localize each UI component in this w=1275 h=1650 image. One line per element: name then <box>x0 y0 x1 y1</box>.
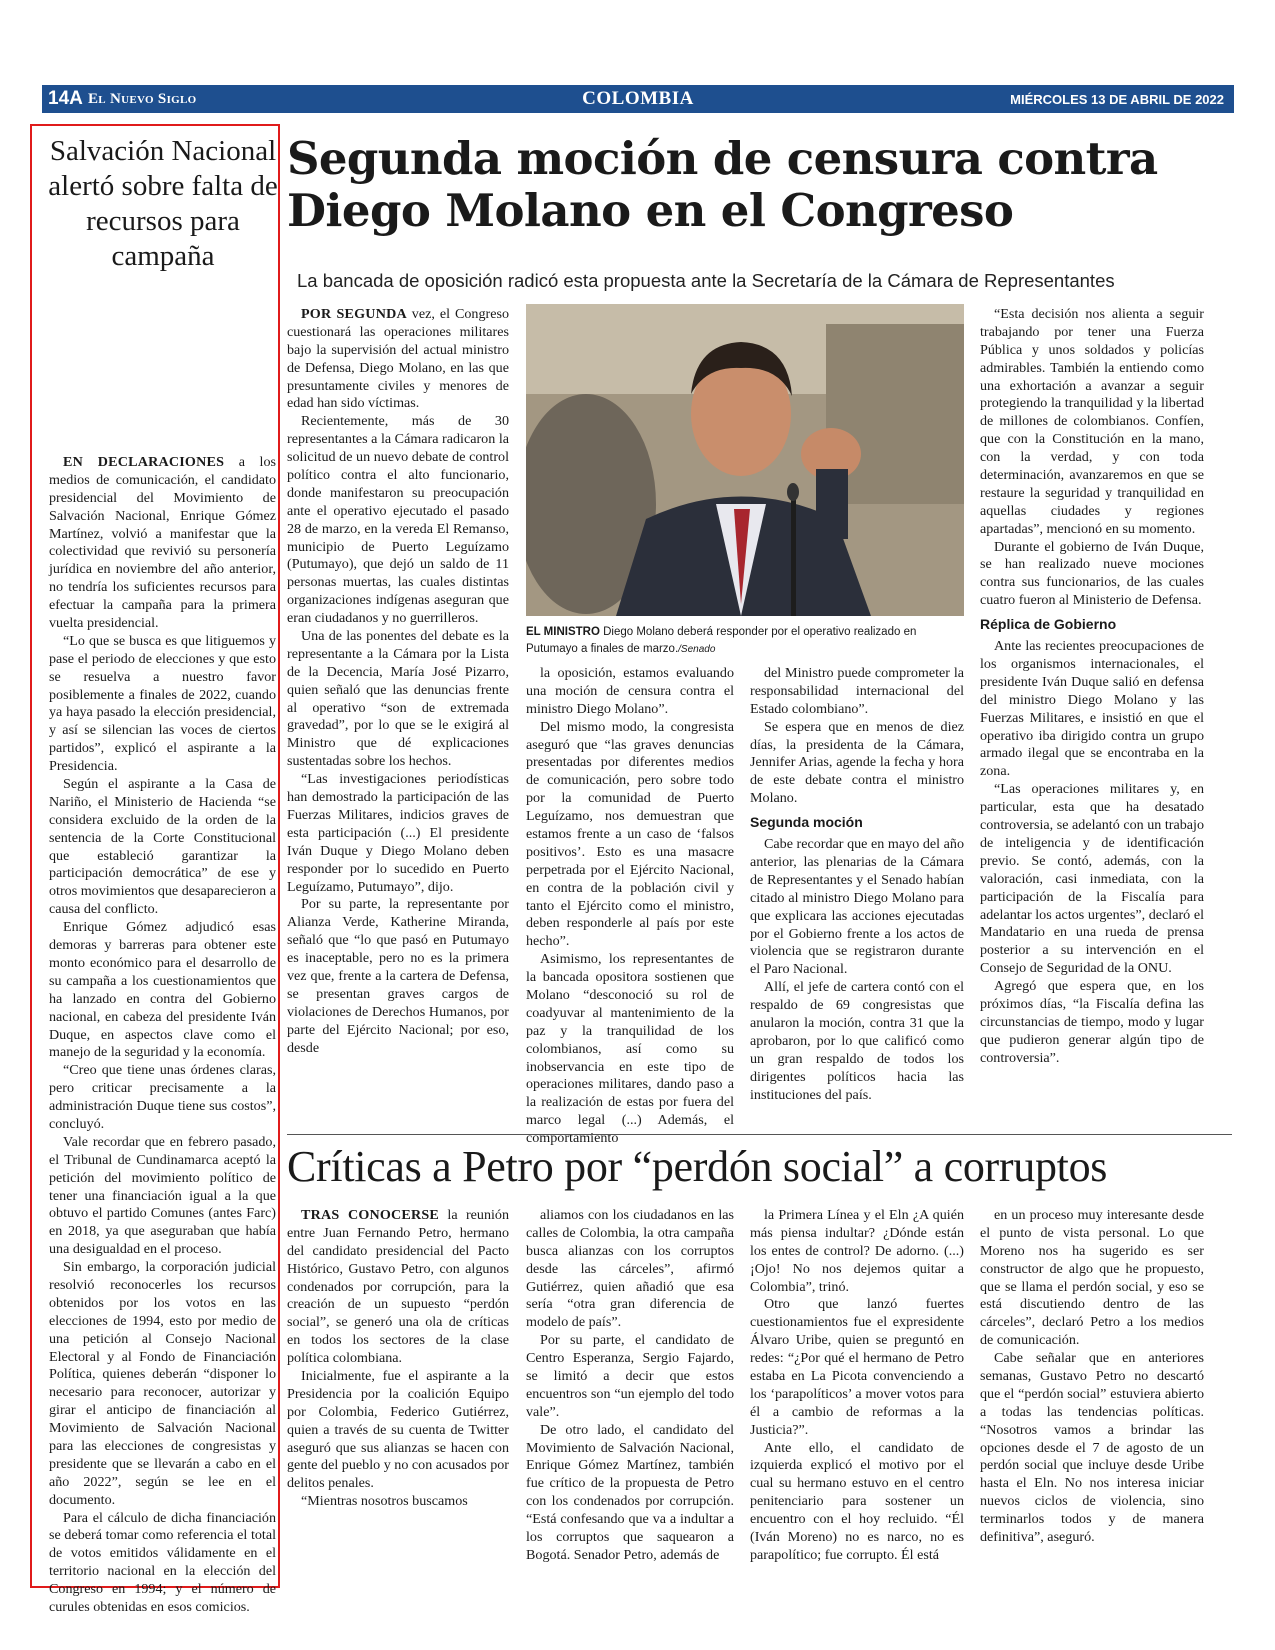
paragraph: Por su parte, la representante por Alianza Verde, Katherine Miranda, señaló que “lo que pasó en Putumayo es inaceptable, pero no es la primera vez que, frente a la cartera de Defensa, se presentan graves cargos de violaciones de Derechos Humanos, por parte del Ejército Nacional; por eso, desde <box>287 896 509 1056</box>
paragraph: “Mientras nosotros buscamos <box>301 1493 468 1510</box>
caption-lead: EL MINISTRO <box>526 626 600 638</box>
paragraph: Ante ello, el candidato de izquierda explicó el motivo por el cual su hermano estuvo en el centro penitenciario para sostener un encuentro con el hoy recluido. “Él (Iván Moreno) no es narco, no es parapolítico; fue corrupto. Él está <box>750 1439 964 1563</box>
paragraph: Para el cálculo de dicha financiación se deberá tomar como referencia el total de votos emitidos válidamente en el territorio nacional en la elección del Congreso en 1994; y el número de curules obtenidas en esos comicios. <box>49 1509 276 1615</box>
article-divider <box>287 1134 1232 1135</box>
caption-text: Diego Molano deberá responder por el operativo realizado en Putumayo a finales de marzo. <box>526 626 917 655</box>
article-column-4 <box>980 306 1204 1068</box>
paragraph: Durante el gobierno de Iván Duque, se han realizado nueve mociones contra sus funcionarios, de las cuales cuatro fueron al Ministerio de Defensa. <box>980 538 1204 609</box>
minister-photo <box>526 304 964 616</box>
article-column-3 <box>750 665 964 1104</box>
paragraph: aliamos con los ciudadanos en las calles de Colombia, la otra campaña busca alianzas con los corruptos desde las cárceles”, afirmó Gutiérrez, quien añadió que esa sería “otra gran diferencia de modelo de país”. <box>526 1207 734 1331</box>
paragraph: la Primera Línea y el Eln ¿A quién más piensa indultar? ¿Dónde están los entes de control? De adorno. (...) ¡Ojo! No nos dejemos quitar a Colombia”, trinó. <box>750 1207 964 1295</box>
page-number: 14A <box>48 88 83 109</box>
main-deck: La bancada de oposición radicó esta propuesta ante la Secretaría de la Cámara de Representantes <box>297 270 1115 291</box>
paragraph: Vale recordar que en febrero pasado, el Tribunal de Cundinamarca aceptó la petición del movimiento político de tener una financiación igual a la que obtuvo el partido Comunes (antes Farc) en 2018, ya que aseguraban que había una desigualdad en el proceso. <box>49 1133 276 1258</box>
paragraph: Por su parte, el candidato de Centro Esperanza, Sergio Fajardo, se limitó a decir que estos encuentros son “un ejemplo del todo vale”. <box>526 1332 734 1420</box>
second-column-2 <box>526 1207 734 1565</box>
paragraph: Enrique Gómez adjudicó esas demoras y barreras para obtener este monto económico para el desarrollo de su campaña a los cuestionamientos que ha lanzado en contra del Gobierno nacional, en cabeza del presidente Iván Duque, en aspectos clave como el manejo de la seguridad y la economía. <box>49 919 276 1061</box>
paragraph: “Creo que tiene unas órdenes claras, pero criticar precisamente a la administración Duque tiene sus costos”, concluyó. <box>49 1062 276 1132</box>
section-title: COLOMBIA <box>582 88 694 109</box>
paragraph: “Las investigaciones periodísticas han demostrado la participación de las Fuerzas Militares, indicios graves de esta participación (...) El presidente Iván Duque y Diego Molano deben responder por lo sucedido en Puerto Leguízamo, Putumayo”, dijo. <box>287 771 509 895</box>
main-headline: Segunda moción de censura contra Diego Molano en el Congreso <box>287 132 1158 237</box>
paragraph: “Esta decisión nos alienta a seguir trabajando por tener una Fuerza Pública y unos soldados y policías admirables. También la entiendo como una exhortación a avanzar a seguir protegiendo la tranquilidad y la libertad de millones de colombianos. Confíen, que con la Constitución en la mano, con la verdad, y con toda determinación, avanzaremos en que se restaure la seguridad y tranquilidad en aquellas ciudades y regiones apartadas”, mencionó en su momento. <box>980 306 1204 537</box>
paragraph: la oposición, estamos evaluando una moción de censura contra el ministro Diego Molano”. <box>526 665 734 717</box>
second-headline: Críticas a Petro por “perdón social” a corruptos <box>287 1142 1108 1191</box>
page-header-bar <box>42 85 1234 113</box>
second-column-3 <box>750 1207 964 1565</box>
paragraph: Según el aspirante a la Casa de Nariño, el Ministerio de Hacienda “se considera excluido de la orden de la sentencia de la Corte Constitucional que estableció garantizar la participación democrática” de ese y otros movimientos que desaparecieron a causa del conflicto. <box>49 776 276 918</box>
second-column-1 <box>287 1207 509 1511</box>
paragraph: Cabe señalar que en anteriores semanas, Gustavo Petro no descartó que el “perdón social” estuviera abierto a todas las tendencias políticas. “Nosotros vamos a brindar las opciones desde el 7 de agosto de un perdón social que incluye desde Uribe hasta el Eln. No nos interesa iniciar nuevos ciclos de violencia, sino terminarlos todos y de manera definitiva”, aseguró. <box>980 1350 1204 1546</box>
paragraph: Asimismo, los representantes de la bancada opositora sostienen que Molano “desconoció su rol de coadyuvar al mantenimiento de la paz y la tranquilidad de los colombianos, así como su inobservancia en este tipo de operaciones militares, dando paso a la realización de estas por fuera del marco legal (...) Además, el comportamiento <box>526 951 734 1147</box>
paragraph: Inicialmente, fue el aspirante a la Presidencia por la coalición Equipo por Colombia, Federico Gutiérrez, quien a través de su cuenta de Twitter aseguró que sus alianzas se hacen con gente del pueblo y no con acusados por delitos penales. <box>287 1368 509 1492</box>
paragraph: “Lo que se busca es que litiguemos y pase el periodo de elecciones y que esto se resuelva a nuestro favor posiblemente a finales de 2022, cuando ya haya pasado la elección presidencial, y así se silencian las voces de ciertos partidos”, explicó el aspirante a la Presidencia. <box>49 632 276 775</box>
subhead-segunda-mocion: Segunda moción <box>750 814 863 831</box>
paragraph: Ante las recientes preocupaciones de los organismos internacionales, el presidente Iván Duque salió en defensa del ministro Diego Molano y las Fuerzas Militares, e insistió en que el operativo iba dirigido contra un grupo armado ilegal que se encontraba en la zona. <box>980 638 1204 780</box>
paragraph: en un proceso muy interesante desde el punto de vista personal. Lo que Moreno nos ha sugerido es ser constructor de algo que he propuesto, que se llama el perdón social, y eso se está discutiendo dentro de las cárceles”, declaró Petro a los medios de comunicación. <box>980 1207 1204 1349</box>
lead-in: TRAS CONOCERSE <box>301 1207 440 1223</box>
photo-credit: /Senado <box>678 643 716 655</box>
article-column-2 <box>526 665 734 1148</box>
paragraph: TRAS CONOCERSE la reunión entre Juan Fernando Petro, hermano del candidato presidencial del Pacto Histórico, Gustavo Petro, con algunos condenados por corrupción, para la creación de un supuesto “perdón social”, se generó una ola de críticas en todos los sectores de la clase política colombiana. <box>287 1207 509 1367</box>
paragraph: del Ministro puede comprometer la responsabilidad internacional del Estado colombiano”. <box>750 665 964 717</box>
photo-caption <box>526 624 964 657</box>
paragraph: Allí, el jefe de cartera contó con el respaldo de 69 congresistas que anularon la moción, contra 31 que la aprobaron, por lo que calificó como un gran respaldo de todos los dirigentes políticos hacia las instituciones del país. <box>750 979 964 1103</box>
paragraph: Se espera que en menos de diez días, la presidenta de la Cámara, Jennifer Arias, agende la fecha y hora de este debate contra el ministro Molano. <box>750 718 964 807</box>
subhead-replica-gobierno: Réplica de Gobierno <box>980 616 1117 633</box>
photo-illustration <box>526 304 964 616</box>
paragraph: Cabe recordar que en mayo del año anterior, las plenarias de la Cámara de Representantes y el Senado habían citado al ministro Diego Molano para que explicara las acciones ejecutadas por el Gobierno frente a los actos de violencia que se registraron durante el Paro Nacional. <box>750 836 964 978</box>
paragraph: Una de las ponentes del debate es la representante a la Cámara por la Lista de la Decencia, María José Pizarro, quien señaló que las denuncias frente al operativo “son de extremada gravedad”, por lo que se le exigirá al Ministro que dé explicaciones sustentadas sobre los hechos. <box>287 628 509 770</box>
sidebar-article <box>30 124 280 1615</box>
issue-date: MIÉRCOLES 13 DE ABRIL DE 2022 <box>1010 91 1224 107</box>
paragraph: Sin embargo, la corporación judicial resolvió reconocerles los recursos obtenidos por los votos en las elecciones de 1994, esto por medio de una petición al Consejo Nacional Electoral y al Fondo de Financiación Política, quienes deberán “disponer lo necesario para reconocer, autorizar y girar el anticipo de financiación al Movimiento de Salvación Nacional para las elecciones de congresistas y presidente que se llevarán a cabo en el año 2022”, según se lee en el documento. <box>49 1259 276 1508</box>
paragraph: “Las operaciones militares y, en particular, esta que ha desatado controversia, se adelantó con un trabajo de inteligencia y de identificación previo. Se contó, además, con la valoración, casi inmediata, con la participación de la Fiscalía para adelantar los actos urgentes”, declaró el Mandatario en una rueda de prensa posterior a su intervención en el Consejo de Seguridad de la ONU. <box>980 781 1204 977</box>
paragraph: De otro lado, el candidato del Movimiento de Salvación Nacional, Enrique Gómez Martínez, también fue crítico de la propuesta de Petro con los condenados por corrupción. “Está confesando que va a indultar a los corruptos que saquearon a Bogotá. Senador Petro, además de <box>526 1421 734 1563</box>
sidebar-headline: Salvación Nacional alertó sobre falta de recursos para campaña <box>48 135 278 273</box>
newspaper-name: El Nuevo Siglo <box>88 90 197 107</box>
paragraph: POR SEGUNDA vez, el Congreso cuestionará las operaciones militares bajo la supervisión del actual ministro de Defensa, Diego Molano, en las que presuntamente civiles y menores de edad han sido víctimas. <box>287 306 509 412</box>
sidebar-body <box>49 454 276 1617</box>
paragraph: EN DECLARACIONES a los medios de comunicación, el candidato presidencial del Movimiento de Salvación Nacional, Enrique Gómez Martínez, volvió a manifestar que la colectividad que revivió su personería jurídica en noviembre del año anterior, no tendría los suficientes recursos para efectuar la campaña para la primera vuelta presidencial. <box>49 454 276 632</box>
paragraph: Del mismo modo, la congresista aseguró que “las graves denuncias presentadas por diferentes medios de comunicación, pero sobre todo por la comunidad de Puerto Leguízamo, nos demuestran que estamos frente a un caso de ‘falsos positivos’. Esto es una masacre perpetrada por el Ejército Nacional, en contra de la población civil y tanto el Ejército como el ministro, deben responderle al país por este hecho”. <box>526 718 734 950</box>
lead-in: POR SEGUNDA <box>301 306 407 322</box>
second-column-4 <box>980 1207 1204 1547</box>
article-column-1 <box>287 306 509 1057</box>
paragraph: Recientemente, más de 30 representantes a la Cámara radicaron la solicitud de un nuevo debate de control político contra el alto funcionario, donde manifestaron su preocupación ante el operativo ejecutado el pasado 28 de marzo, en la vereda El Remanso, municipio de Puerto Leguízamo (Putumayo), que dejó un saldo de 11 personas muertas, las cuales distintas organizaciones indígenas aseguran que eran ciudadanos y no guerrilleros. <box>287 413 509 627</box>
paragraph: Agregó que espera que, en los próximos días, “la Fiscalía defina las circunstancias de tiempo, modo y lugar que pudieron generar algún tipo de controversia”. <box>980 978 1204 1066</box>
lead-in: EN DECLARACIONES <box>63 454 225 470</box>
paragraph: Otro que lanzó fuertes cuestionamientos fue el expresidente Álvaro Uribe, quien se preguntó en redes: “¿Por qué el hermano de Petro estaba en La Picota convenciendo a los ‘parapolíticos’ a mover votos para él a cambio de reformas a la Justicia?”. <box>750 1296 964 1438</box>
